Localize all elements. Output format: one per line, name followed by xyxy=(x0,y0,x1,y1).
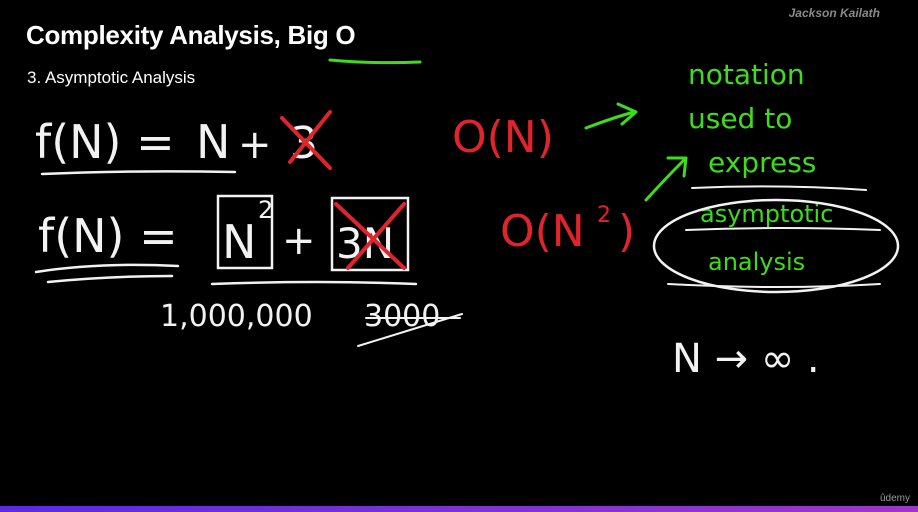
note-underline-1 xyxy=(692,186,866,190)
note-line-3: express xyxy=(708,146,817,179)
big-o-n2-base: O(N xyxy=(500,206,585,257)
eq2-underline xyxy=(212,282,416,284)
slide-title: Complexity Analysis, Big O xyxy=(26,20,356,50)
eq1-term: N xyxy=(196,115,231,169)
author-watermark: Jackson Kailath xyxy=(788,6,880,20)
udemy-logo: ûdemy xyxy=(879,493,910,504)
eq2-term: N xyxy=(222,215,257,269)
eq2-struck-term: 3N xyxy=(336,219,395,268)
slide-subtitle: 3. Asymptotic Analysis xyxy=(27,68,196,87)
note-line-4: asymptotic xyxy=(700,200,834,228)
eq2-lhs: f(N) = xyxy=(38,209,178,263)
note-underline-2 xyxy=(686,228,880,230)
eq1-plus: + xyxy=(238,122,272,168)
eq2-exponent: 2 xyxy=(258,196,274,224)
arrow-o-n xyxy=(586,104,636,128)
big-o-n: O(N) xyxy=(452,112,554,163)
arrow-o-n2 xyxy=(646,158,686,200)
eq2-lhs-scribble xyxy=(36,265,178,282)
value-small: 3000 xyxy=(364,299,441,334)
eq1-struck-const: 3 xyxy=(290,118,318,169)
eq1-lhs: f(N) = xyxy=(35,115,175,169)
note-underline-3 xyxy=(668,284,880,287)
title-underline xyxy=(330,60,420,63)
note-line-2: used to xyxy=(688,102,793,135)
big-o-n2-exp: 2 xyxy=(597,203,611,228)
video-progress-bar xyxy=(0,506,918,512)
eq1-underline xyxy=(42,171,235,174)
eq2-plus: + xyxy=(282,218,316,264)
note-line-1: notation xyxy=(688,58,805,91)
limit-expression: N → ∞ . xyxy=(672,336,820,382)
note-line-5: analysis xyxy=(708,248,806,276)
big-o-n2-close: ) xyxy=(618,206,636,257)
value-large: 1,000,000 xyxy=(160,299,313,334)
